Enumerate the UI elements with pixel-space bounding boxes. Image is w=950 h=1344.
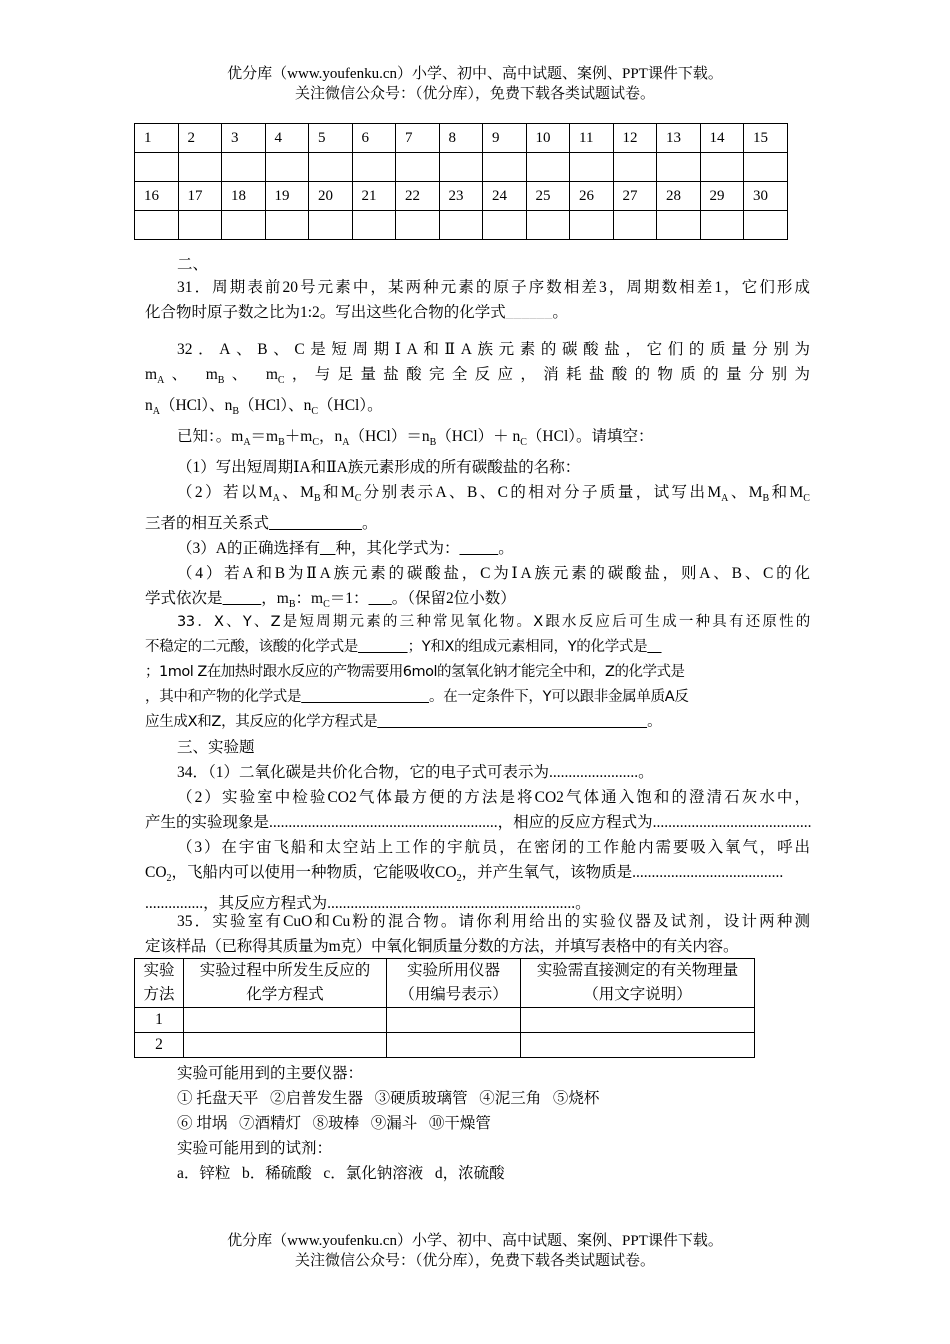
q34-l3a: 产生的实验现象是 <box>145 814 270 831</box>
cell-equation[interactable] <box>184 1008 387 1033</box>
answer-grid-blanks-2 <box>135 211 788 240</box>
instruments-line-1: ① 托盘天平 ②启普发生器 ③硬质玻璃管 ④泥三角 ⑤烧杯 <box>177 1090 600 1107</box>
q33-l5a: 应生成X和Z，其反应的化学方程式是 <box>145 714 378 730</box>
page-footer <box>0 1231 950 1271</box>
q34-l6b: 。 <box>575 895 591 913</box>
answer-cell[interactable] <box>309 211 353 240</box>
cell-quantities[interactable] <box>521 1033 755 1058</box>
th-quantities-2: （用文字说明） <box>583 986 692 1003</box>
q34-blank-equation[interactable]: ......................................... <box>652 814 812 831</box>
q33-l4b: 。在一定条件下，Y可以跟非金属单质A反 <box>429 689 689 705</box>
q33-line-5 <box>145 710 810 735</box>
q32-s2b-end: 。 <box>362 515 378 533</box>
grid-number: 11 <box>570 124 614 153</box>
q33-l2b: ；Y和X的组成元素相同，Y的化学式是 <box>407 639 648 655</box>
section-2 <box>145 252 810 277</box>
answer-cell[interactable] <box>570 153 614 182</box>
answer-cell[interactable] <box>396 211 440 240</box>
header-line-1: 优分库（www.youfenku.cn）小学、初中、高中试题、案例、PPT课件下载。 <box>227 66 723 82</box>
q32-s4d: 。（保留2位小数） <box>391 590 516 608</box>
header-line-2: 关注微信公众号：（优分库），免费下载各类试题试卷。 <box>294 86 655 102</box>
q33-l2a: 不稳定的二元酸，该酸的化学式是 <box>145 639 358 655</box>
experiment-table <box>134 958 755 1058</box>
answer-cell[interactable] <box>526 153 570 182</box>
answer-cell[interactable] <box>657 153 701 182</box>
footer-line-1: 优分库（www.youfenku.cn）小学、初中、高中试题、案例、PPT课件下载。 <box>227 1233 723 1249</box>
answer-grid <box>134 123 788 240</box>
q34-line-3 <box>145 810 810 835</box>
grid-number: 12 <box>613 124 657 153</box>
grid-number: 24 <box>483 182 527 211</box>
answer-cell[interactable] <box>657 211 701 240</box>
answer-cell[interactable] <box>526 211 570 240</box>
grid-number: 9 <box>483 124 527 153</box>
q32-sub-1: （1）写出短周期ⅠA和ⅡA族元素形成的所有碳酸盐的名称： <box>177 459 581 477</box>
grid-number: 4 <box>265 124 309 153</box>
q34-blank-phenomenon[interactable]: ........................................................... <box>269 814 498 831</box>
q32-sub-2b <box>145 511 810 536</box>
answer-cell[interactable] <box>222 153 266 182</box>
answer-grid-blanks-1 <box>135 153 788 182</box>
question-34 <box>145 735 810 916</box>
grid-number: 27 <box>613 182 657 211</box>
reagents-title: 实验可能用到的试剂： <box>177 1140 333 1157</box>
th-instruments <box>387 959 521 1008</box>
answer-cell[interactable] <box>483 211 527 240</box>
grid-number: 6 <box>352 124 396 153</box>
cell-instruments[interactable] <box>387 1008 521 1033</box>
q32-blank-ratio[interactable] <box>369 590 392 607</box>
q32-s4b: 学式依次是 <box>145 590 223 608</box>
q32-blank-formula[interactable] <box>459 540 498 557</box>
q31-end: 。 <box>552 304 568 321</box>
q34-l6a: ，其反应方程式为 <box>203 895 328 913</box>
q32-sub-2a: （2）若以$M_A$、$M_B$和$M_C$分别表示A、B、C的相对分子质量，试写出$M_A$、$M_B$和$M_C$ <box>177 484 810 505</box>
grid-number: 29 <box>700 182 744 211</box>
grid-number: 18 <box>222 182 266 211</box>
q34-l1e: 。 <box>638 764 654 781</box>
answer-cell[interactable] <box>265 153 309 182</box>
q34-blank-reaction[interactable]: ................................................................ <box>327 895 576 913</box>
q31-line-1: 31．周期表前20号元素中，某两种元素的原子序数相差3，周期数相差1，它们形成 <box>177 279 810 296</box>
th-method <box>135 959 184 1008</box>
q32-line-1: 32．A、B、C是短周期ⅠA和ⅡA族元素的碳酸盐，它们的质量分别为 <box>177 341 810 358</box>
answer-cell[interactable] <box>265 211 309 240</box>
footer-line-2: 关注微信公众号：（优分库），免费下载各类试题试卷。 <box>294 1253 655 1269</box>
q33-blank-acid[interactable] <box>358 639 408 655</box>
q33-blank-product[interactable] <box>301 689 429 705</box>
q32-sub-3 <box>145 536 810 561</box>
q32-line-2: $m_A$、 $m_B$、 $m_C$，与足量盐酸完全反应，消耗盐酸的物质的量分别为 <box>145 366 810 387</box>
answer-cell[interactable] <box>744 211 788 240</box>
q32-blank-abc[interactable] <box>223 590 262 607</box>
instruments-title: 实验可能用到的主要仪器： <box>177 1065 364 1082</box>
q34-line-4: （3）在宇宙飞船和太空站上工作的宇航员，在密闭的工作舱内需要吸入氧气，呼出 <box>177 839 810 856</box>
answer-cell[interactable] <box>744 153 788 182</box>
q33-line-4 <box>145 685 810 710</box>
experiment-row <box>135 1008 755 1033</box>
answer-cell[interactable] <box>352 211 396 240</box>
grid-number: 13 <box>657 124 701 153</box>
answer-cell[interactable] <box>396 153 440 182</box>
cell-quantities[interactable] <box>521 1008 755 1033</box>
answer-cell[interactable] <box>613 211 657 240</box>
grid-number: 1 <box>135 124 179 153</box>
q34-line-5: $CO_2$，飞船内可以使用一种物质，它能吸收$CO_2$，并产生氧气，该物质是....................................... <box>145 864 784 885</box>
th-equation <box>184 959 387 1008</box>
th-instruments-2: （用编号表示） <box>399 986 508 1003</box>
q34-line-1 <box>145 760 810 785</box>
row-number: 1 <box>135 1008 184 1033</box>
q32-s3b: 种，其化学式为： <box>335 540 460 558</box>
q34-l3b: ，相应的反应方程式为 <box>497 814 653 831</box>
q32-line-4: 已知：。$m_A=m_B+m_C$，$n_A(HCl)=n_B(HCl)+ n_C(HCl)$。请填空： <box>177 428 654 449</box>
q32-sub-4b: 学式依次是 ，$m_B$：$m_C=1$： 。（保留2位小数） <box>145 590 516 611</box>
grid-number: 26 <box>570 182 614 211</box>
q32-line-3: $n_A(HCl)$、$n_B(HCl)$、$n_C(HCl)$。 <box>145 397 383 418</box>
section-3-title: 三、实验题 <box>177 739 255 756</box>
question-32 <box>145 337 810 617</box>
answer-cell[interactable] <box>178 211 222 240</box>
cell-instruments[interactable] <box>387 1033 521 1058</box>
q35-materials <box>145 1061 810 1186</box>
grid-number: 20 <box>309 182 353 211</box>
answer-cell[interactable] <box>570 211 614 240</box>
question-33 <box>145 610 810 735</box>
answer-cell[interactable] <box>439 153 483 182</box>
q33-line-2 <box>145 635 810 660</box>
th-method-1: 实验 <box>143 962 175 979</box>
q33-blank-y[interactable] <box>647 639 661 655</box>
grid-number: 15 <box>744 124 788 153</box>
grid-number: 30 <box>744 182 788 211</box>
q33-line-1: 33．X、Y、Z是短周期元素的三种常见氧化物。X跟水反应后可生成一种具有还原性的 <box>177 614 810 630</box>
question-35 <box>145 909 810 959</box>
answer-cell[interactable] <box>483 153 527 182</box>
q32-s3c: 。 <box>498 540 514 558</box>
q33-line-3: ；1mol Z在加热时跟水反应的产物需要用6mol的氢氧化钠才能完全中和，Z的化学式是 <box>145 664 685 680</box>
question-31 <box>145 275 810 325</box>
answer-grid-numbers-2 <box>135 182 788 211</box>
th-equation-2: 化学方程式 <box>246 986 324 1003</box>
cell-equation[interactable] <box>184 1033 387 1058</box>
grid-number: 5 <box>309 124 353 153</box>
q31-text: 化合物时原子数之比为1:2。写出这些化合物的化学式 <box>145 304 506 321</box>
grid-number: 22 <box>396 182 440 211</box>
section-2-title: 二、 <box>177 256 209 273</box>
th-instruments-1: 实验所用仪器 <box>406 962 500 979</box>
answer-cell[interactable] <box>309 153 353 182</box>
q32-s3a: （3）A的正确选择有 <box>177 540 320 558</box>
q35-line-1: 35．实验室有CuO和Cu粉的混合物。请你利用给出的实验仪器及试剂，设计两种测 <box>177 913 810 930</box>
answer-cell[interactable] <box>352 153 396 182</box>
q34-line-2: （2）实验室中检验CO2气体最方便的方法是将CO2气体通入饱和的澄清石灰水中， <box>177 789 810 806</box>
grid-number: 25 <box>526 182 570 211</box>
grid-number: 7 <box>396 124 440 153</box>
page-header <box>0 64 950 104</box>
instruments-line-2: ⑥ 坩埚 ⑦酒精灯 ⑧玻棒 ⑨漏斗 ⑩干燥管 <box>177 1115 491 1132</box>
answer-cell[interactable] <box>439 211 483 240</box>
q33-l5b: 。 <box>647 714 662 730</box>
grid-number: 28 <box>657 182 701 211</box>
q34-blank-electron[interactable]: ....................... <box>549 764 639 781</box>
answer-cell[interactable] <box>135 211 179 240</box>
answer-grid-numbers-1 <box>135 124 788 153</box>
grid-number: 2 <box>178 124 222 153</box>
q35-line-2: 定该样品（已称得其质量为m克）中氧化铜质量分数的方法，并填写表格中的有关内容。 <box>145 938 739 955</box>
th-quantities-1: 实验需直接测定的有关物理量 <box>536 962 739 979</box>
reagents-line: a．锌粒 b．稀硫酸 c．氯化钠溶液 d，浓硫酸 <box>177 1165 505 1182</box>
q34-blank-substance-cont[interactable]: ............... <box>145 895 204 913</box>
q32-blank-relation[interactable] <box>269 515 362 532</box>
grid-number: 16 <box>135 182 179 211</box>
answer-cell[interactable] <box>178 153 222 182</box>
experiment-table-header <box>135 959 755 1008</box>
grid-number: 3 <box>222 124 266 153</box>
th-quantities <box>521 959 755 1008</box>
grid-number: 14 <box>700 124 744 153</box>
q31-blank[interactable]: ______ <box>505 304 553 321</box>
grid-number: 21 <box>352 182 396 211</box>
q34-l1: 34．（1）二氧化碳是共价化合物，它的电子式可表示为 <box>177 764 550 781</box>
answer-cell[interactable] <box>222 211 266 240</box>
q32-blank-count[interactable] <box>320 540 336 557</box>
q33-l4a: ，其中和产物的化学式是 <box>145 689 302 705</box>
q32-sub-4a: （4）若A和B为ⅡA族元素的碳酸盐，C为ⅠA族元素的碳酸盐，则A、B、C的化 <box>177 565 810 583</box>
grid-number: 19 <box>265 182 309 211</box>
grid-number: 17 <box>178 182 222 211</box>
grid-number: 10 <box>526 124 570 153</box>
grid-number: 23 <box>439 182 483 211</box>
th-equation-1: 实验过程中所发生反应的 <box>199 962 371 979</box>
q32-s2b-text: 三者的相互关系式 <box>145 515 270 533</box>
q31-line-2 <box>145 300 810 325</box>
row-number: 2 <box>135 1033 184 1058</box>
answer-cell[interactable] <box>613 153 657 182</box>
experiment-row <box>135 1033 755 1058</box>
q33-blank-equation[interactable] <box>377 714 647 730</box>
answer-cell[interactable] <box>700 211 744 240</box>
th-method-2: 方法 <box>143 986 175 1003</box>
q34-blank-substance[interactable]: ....................................... <box>632 864 784 881</box>
grid-number: 8 <box>439 124 483 153</box>
answer-cell[interactable] <box>700 153 744 182</box>
answer-cell[interactable] <box>135 153 179 182</box>
